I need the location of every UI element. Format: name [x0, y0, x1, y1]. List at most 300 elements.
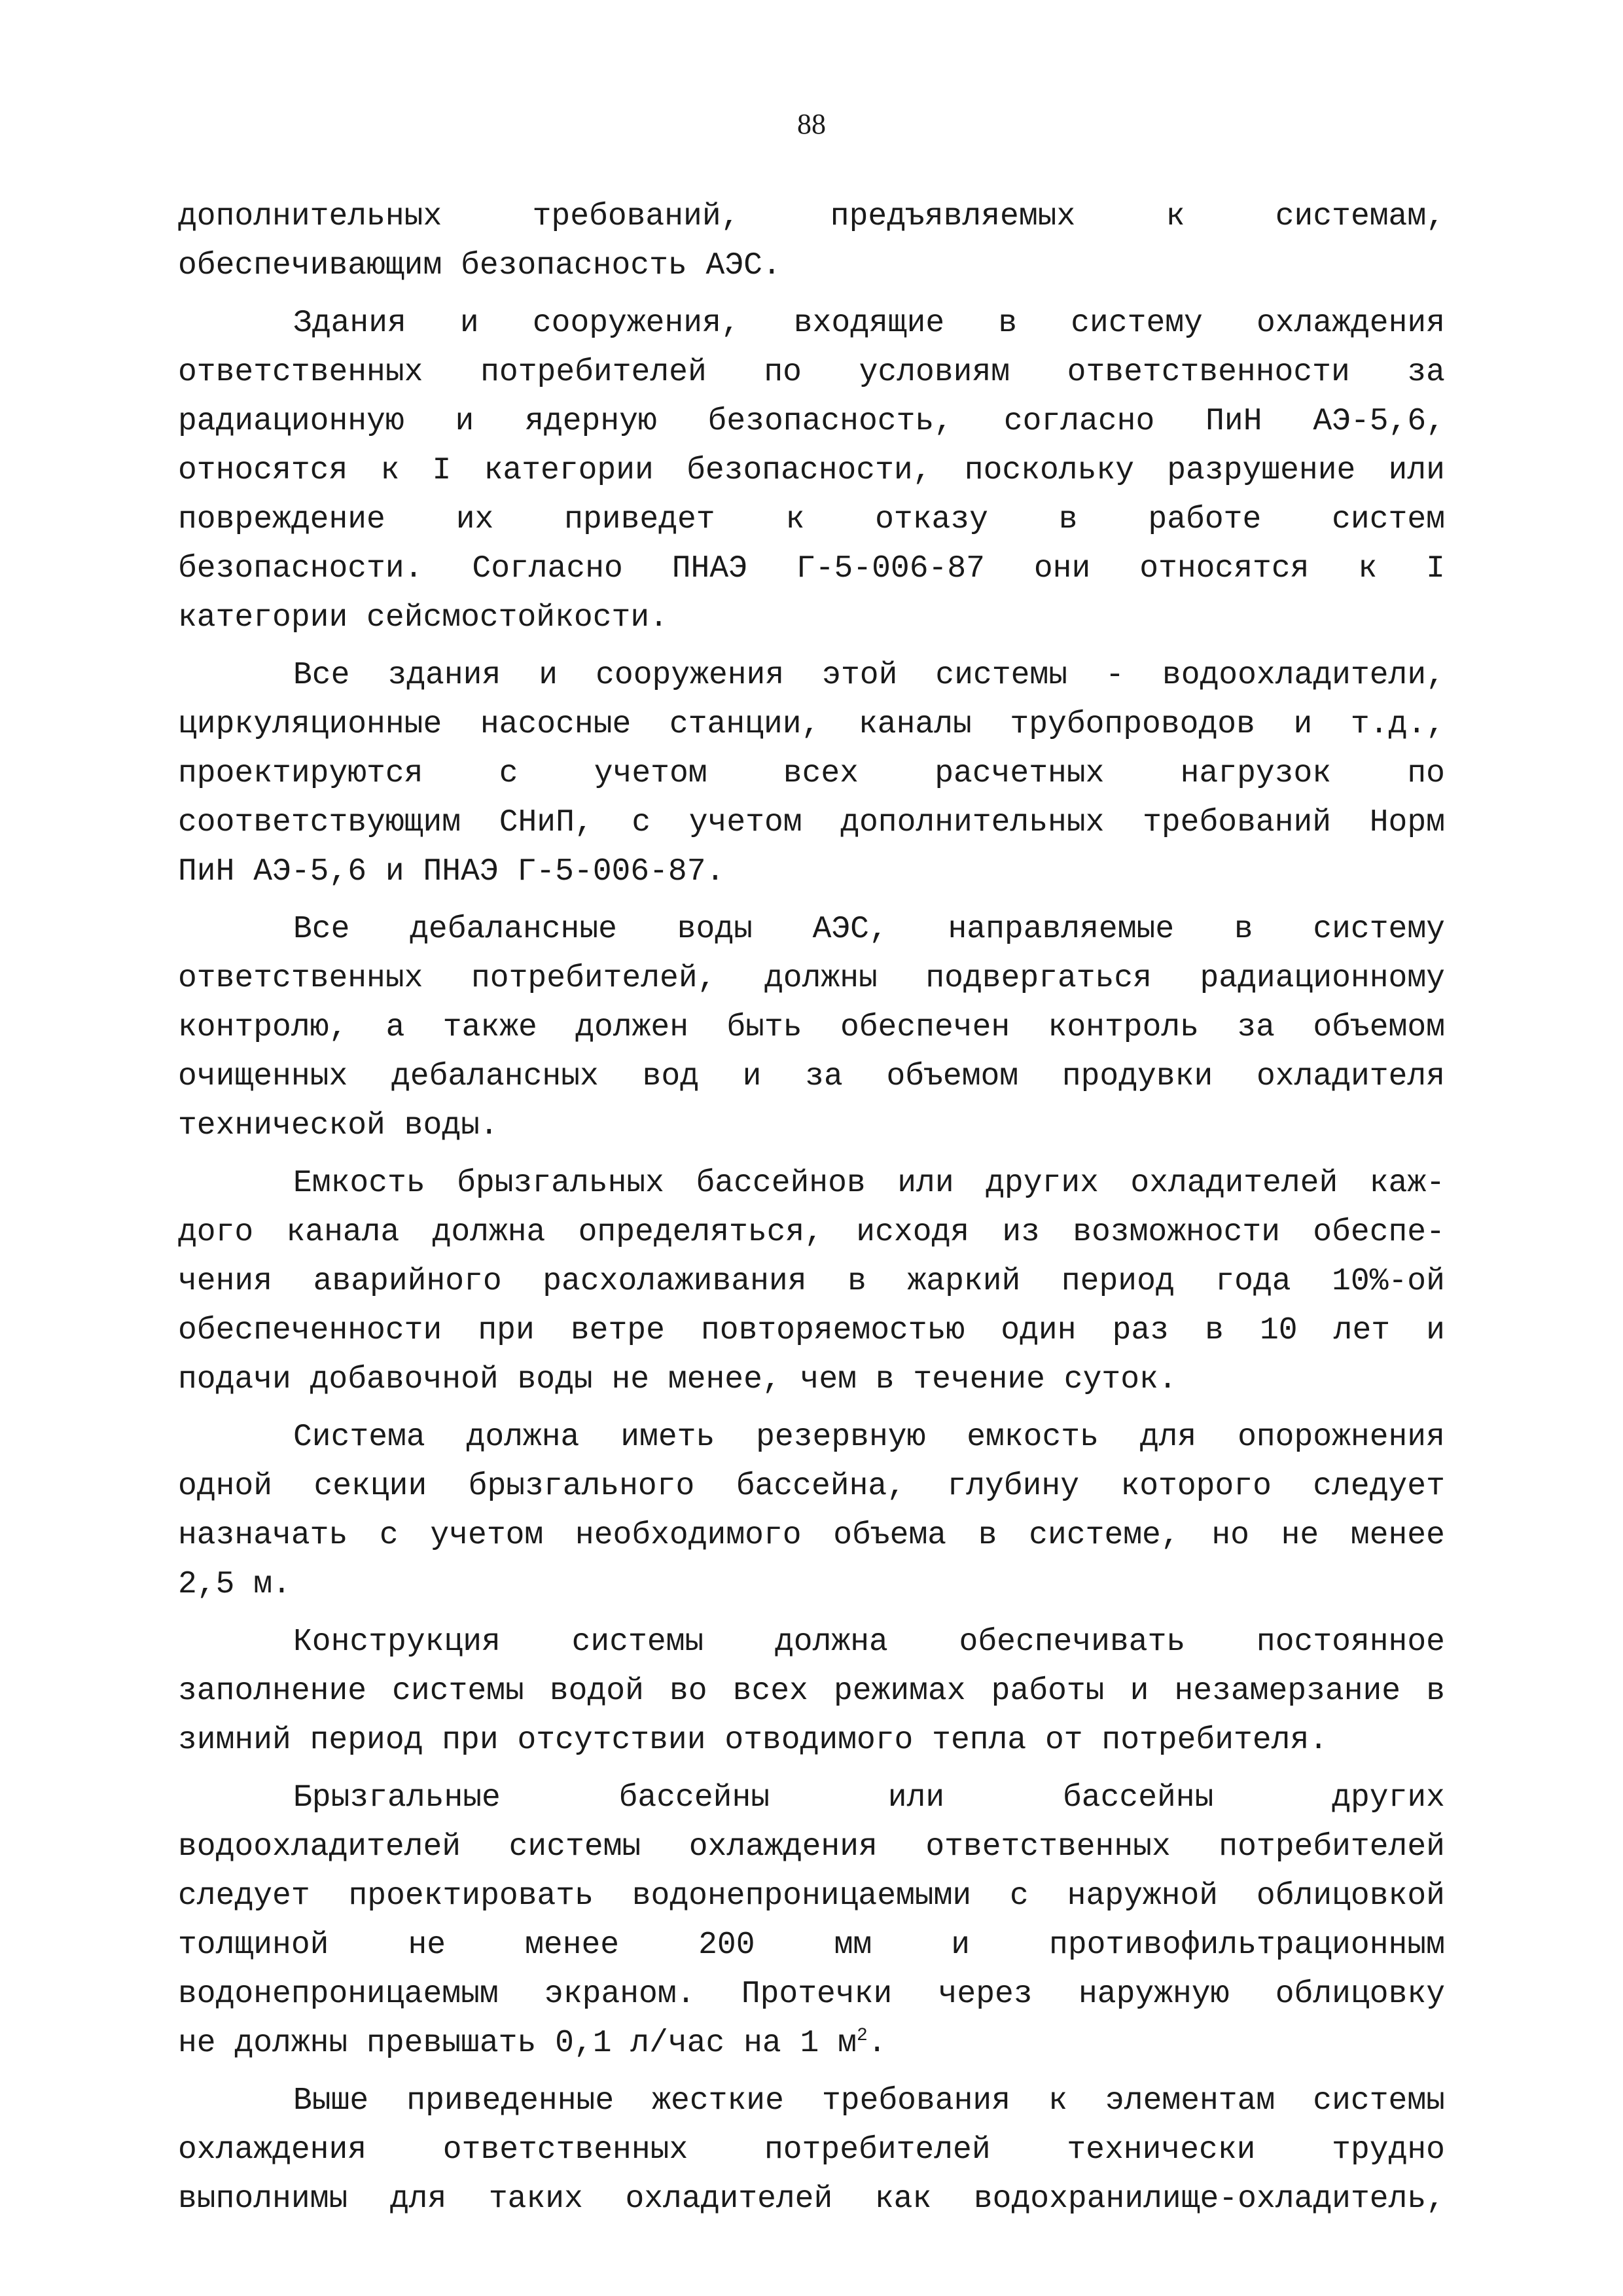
word: предъявляемых [830, 199, 1076, 234]
word: в [1205, 1313, 1224, 1348]
word: и [385, 854, 404, 889]
text-line [178, 2019, 1445, 2068]
word: и [1426, 1313, 1445, 1348]
word: бассейны [618, 1780, 770, 1816]
word: мм [834, 1928, 872, 1963]
word: безопасности, [687, 453, 932, 488]
word: в [875, 1362, 895, 1397]
word: по [1407, 756, 1445, 791]
word: но [1211, 1518, 1249, 1553]
word: соответствующим [178, 805, 461, 840]
text-line [178, 1208, 1445, 1257]
word: за [805, 1059, 843, 1094]
word: и [455, 404, 474, 439]
word: быть [726, 1010, 802, 1045]
word: обеспечен [840, 1010, 1010, 1045]
word: разрушение [1167, 453, 1356, 488]
word: с [1010, 1878, 1029, 1914]
word: системы [1313, 2083, 1445, 2119]
text-line [178, 749, 1445, 798]
text-line [178, 2077, 1445, 2126]
word: или [887, 1780, 945, 1816]
word: чения [178, 1264, 273, 1299]
word: подачи [178, 1362, 291, 1397]
word: всех [783, 756, 859, 791]
word: ядерную [525, 404, 657, 439]
word: опорожнения [1238, 1420, 1445, 1455]
word: на [743, 2026, 781, 2061]
word: станции, [669, 707, 821, 742]
word: воды. [404, 1108, 499, 1143]
word: выполнимы [178, 2181, 348, 2217]
word: в [978, 1518, 997, 1553]
word: емкость [967, 1420, 1099, 1455]
text-line [178, 1159, 1445, 1208]
word: через [938, 1977, 1033, 2012]
word: системы [571, 1624, 704, 1660]
word: Система [293, 1420, 425, 1455]
word: нагрузок [1180, 756, 1332, 791]
word: I [1426, 551, 1445, 586]
text-line [178, 594, 1445, 643]
word: потребителя. [1101, 1723, 1329, 1758]
word: жаркий [907, 1264, 1021, 1299]
word: других [986, 1166, 1099, 1201]
word: воды [517, 1362, 593, 1397]
word: очищенных [178, 1059, 348, 1094]
word: облицовку [1275, 1977, 1445, 2012]
word: подвергаться [925, 961, 1152, 996]
word: бассейна, [736, 1469, 906, 1504]
word: глубину [947, 1469, 1080, 1504]
word: и [1130, 1674, 1149, 1709]
superscript: 2 [856, 2026, 868, 2046]
word: учетом [594, 756, 707, 791]
text-line [178, 1921, 1445, 1970]
word: 2,5 [178, 1567, 235, 1602]
word: 10 [1259, 1313, 1298, 1348]
word: и [742, 1059, 762, 1094]
word: постоянное [1256, 1624, 1445, 1660]
word: охлаждения [178, 2132, 367, 2168]
word: Брызгальные [293, 1780, 501, 1816]
word: отказу [875, 502, 988, 537]
text-line [178, 1823, 1445, 1872]
word: толщиной [178, 1928, 329, 1963]
word: приведенные [406, 2083, 615, 2119]
word: охлаждения [1256, 306, 1445, 341]
word: для [389, 2181, 447, 2217]
word: обеспечивающим [178, 248, 442, 283]
word: циркуляционные [178, 707, 442, 742]
word: секции [313, 1469, 427, 1504]
word: которого [1120, 1469, 1272, 1504]
word: из [1002, 1215, 1040, 1250]
word: бассейнов [696, 1166, 866, 1201]
word: дебалансные [410, 912, 617, 947]
word: ответственных [178, 961, 423, 996]
word: дого [178, 1215, 254, 1250]
word: менее, [668, 1362, 781, 1397]
word: с [632, 805, 651, 840]
word: в [1058, 502, 1078, 537]
word: зимний [178, 1723, 291, 1758]
word: резервную [756, 1420, 926, 1455]
word: радиационную [178, 404, 404, 439]
word: в [1426, 1674, 1445, 1709]
word: должна [774, 1624, 888, 1660]
word: повторяемостью [700, 1313, 965, 1348]
word: не [178, 2026, 216, 2061]
text-line [178, 397, 1445, 446]
word: жесткие [652, 2083, 784, 2119]
word: Протечки [741, 1977, 893, 2012]
word: условиям [859, 355, 1010, 390]
word: дополнительных [178, 199, 442, 234]
word: ПНАЭ [671, 551, 747, 586]
word: контролю, [178, 1010, 348, 1045]
word: требований, [532, 199, 740, 234]
text-line [178, 545, 1445, 594]
word: должны [234, 2026, 348, 2061]
text-line [178, 192, 1445, 242]
word: м. [253, 1567, 291, 1602]
word: не [1281, 1518, 1319, 1553]
word: учетом [688, 805, 802, 840]
word: системы [508, 1829, 641, 1865]
word: вод [642, 1059, 699, 1094]
word: и [1293, 707, 1313, 742]
word: должна [432, 1215, 546, 1250]
word: согласно [1003, 404, 1155, 439]
word: экраном. [544, 1977, 696, 2012]
word: работы [991, 1674, 1105, 1709]
word: от [1044, 1723, 1083, 1758]
word: систему [1313, 912, 1445, 947]
word: безопасность, [707, 404, 954, 439]
word: назначать [178, 1518, 348, 1553]
word: каж- [1369, 1166, 1445, 1201]
text-line [178, 651, 1445, 700]
word: за [1237, 1010, 1275, 1045]
word: канала [286, 1215, 400, 1250]
word: продувки [1061, 1059, 1213, 1094]
word: также [442, 1010, 537, 1045]
word: в [998, 306, 1018, 341]
word: безопасность [461, 248, 687, 283]
word: безопасности. [178, 551, 423, 586]
text-line [178, 1462, 1445, 1511]
word: следует [1313, 1469, 1445, 1504]
word: АЭ-5,6, [1313, 404, 1445, 439]
word: Норм [1369, 805, 1445, 840]
word: Согласно [472, 551, 623, 586]
word: 0,1 [555, 2026, 612, 2061]
word: категории [178, 600, 348, 636]
word: ПиН [1205, 404, 1262, 439]
word: или [897, 1166, 954, 1201]
word: с [379, 1518, 399, 1553]
word: должна [466, 1420, 580, 1455]
word: таких [488, 2181, 583, 2217]
word: и [951, 1928, 970, 1963]
word: тепла [932, 1723, 1027, 1758]
word: водоохладители, [1162, 658, 1445, 693]
word: обеспеченности [178, 1313, 442, 1348]
word: требований [1143, 805, 1332, 840]
paragraph [178, 905, 1445, 1151]
word: ветре [570, 1313, 665, 1348]
word: других [1332, 1780, 1445, 1816]
word: контроль [1048, 1010, 1199, 1045]
word: Г-5-006-87 [796, 551, 985, 586]
word: объемом [886, 1059, 1019, 1094]
word: за [1407, 355, 1445, 390]
text-line [178, 905, 1445, 954]
text-line [178, 242, 1445, 291]
word: противофильтрационным [1049, 1928, 1445, 1963]
word: учетом [430, 1518, 544, 1553]
word: бассейны [1062, 1780, 1214, 1816]
word: дебалансных [391, 1059, 599, 1094]
paragraph [178, 2077, 1445, 2224]
word: водоохладителей [178, 1829, 461, 1865]
word: охладителей [625, 2181, 833, 2217]
word: или [1388, 453, 1445, 488]
word: системе, [1029, 1518, 1180, 1553]
word: раз [1112, 1313, 1169, 1348]
word: объема [833, 1518, 947, 1553]
word: необходимого [575, 1518, 802, 1553]
word: лет [1333, 1313, 1391, 1348]
word: насосные [480, 707, 632, 742]
word: водонепроницаемыми [632, 1878, 972, 1914]
word: во [669, 1674, 707, 1709]
word: для [1139, 1420, 1197, 1455]
word: к [1048, 2083, 1067, 2119]
word: по [764, 355, 802, 390]
word: Емкость [293, 1166, 425, 1201]
word: определяться, [578, 1215, 824, 1250]
word: заполнение [178, 1674, 367, 1709]
word: года [1215, 1264, 1291, 1299]
word: каналы [858, 707, 972, 742]
word: должны [764, 961, 878, 996]
word: требования [821, 2083, 1010, 2119]
word: с [499, 756, 518, 791]
word: аварийного [313, 1264, 502, 1299]
word: превышать [366, 2026, 537, 2061]
word: ПНАЭ [423, 854, 499, 889]
word: ответственных [925, 1829, 1171, 1865]
word: охладителей [1130, 1166, 1338, 1201]
text-line [178, 1872, 1445, 1921]
word: входящие [793, 306, 945, 341]
word: Выше [293, 2083, 369, 2119]
text-line [178, 1511, 1445, 1560]
word: менее [525, 1928, 620, 1963]
word: ПиН [178, 854, 235, 889]
page-number: 88 [797, 108, 826, 140]
word: относятся [1139, 551, 1310, 586]
word: к [1358, 551, 1378, 586]
word: обеспе- [1313, 1215, 1445, 1250]
word: потребителей [764, 2132, 991, 2168]
word: одной [178, 1469, 273, 1504]
word: при [478, 1313, 535, 1348]
word: охладителя [1256, 1059, 1445, 1094]
text-line [178, 299, 1445, 348]
word: к [380, 453, 400, 488]
word: суток. [1063, 1362, 1177, 1397]
word: течение [913, 1362, 1045, 1397]
word: 10%-ой [1332, 1264, 1445, 1299]
word: расчетных [935, 756, 1105, 791]
word: поскольку [964, 453, 1135, 488]
word: Здания [293, 306, 406, 341]
text-line [178, 798, 1445, 848]
word: воды [677, 912, 753, 947]
word: потребителей, [471, 961, 717, 996]
text-line [178, 1257, 1445, 1306]
word: чем [800, 1362, 857, 1397]
word: к [785, 502, 805, 537]
text-line [178, 446, 1445, 495]
paragraph [178, 651, 1445, 897]
word: водохранилище-охладитель, [973, 2181, 1445, 2217]
word: водой [549, 1674, 644, 1709]
word: сейсмостойкости. [366, 600, 668, 636]
word: как [874, 2181, 932, 2217]
word: Г-5-006-87. [517, 854, 725, 889]
word: категории [484, 453, 654, 488]
text-line [178, 700, 1445, 749]
word: всех [732, 1674, 808, 1709]
text-line [178, 1774, 1445, 1823]
paragraph [178, 299, 1445, 643]
word: системы [935, 658, 1068, 693]
word: АЭ-5,6 [253, 854, 367, 889]
text-line [178, 1052, 1445, 1102]
paragraph [178, 192, 1445, 291]
word: относятся [178, 453, 348, 488]
word: дополнительных [840, 805, 1105, 840]
word: и [539, 658, 558, 693]
word: охлаждения [688, 1829, 878, 1865]
word: $м^2$. [838, 2026, 887, 2061]
word: в [847, 1264, 866, 1299]
word: СНиП, [499, 805, 594, 840]
word: период [310, 1723, 423, 1758]
word: Все [293, 912, 350, 947]
word: трудно [1332, 2132, 1445, 2168]
word: наружную [1078, 1977, 1230, 2012]
word: ответственных [178, 355, 423, 390]
word: водонепроницаемым [178, 1977, 499, 2012]
word: здания [387, 658, 501, 693]
word: ответственных [442, 2132, 688, 2168]
text-line [178, 1970, 1445, 2019]
paragraph [178, 1618, 1445, 1765]
word: 200 [698, 1928, 755, 1963]
paragraph [178, 1413, 1445, 1609]
word: должен [575, 1010, 688, 1045]
word: отсутствии [517, 1723, 706, 1758]
word: этой [822, 658, 898, 693]
word: брызгальных [457, 1166, 664, 1201]
word: приведет [564, 502, 715, 537]
body-text [178, 192, 1445, 2224]
word: радиационному [1200, 961, 1445, 996]
paragraph [178, 1159, 1445, 1405]
text-line [178, 1618, 1445, 1667]
word: 1 [800, 2026, 819, 2061]
word: объемом [1313, 1010, 1445, 1045]
text-line [178, 954, 1445, 1003]
word: т.д., [1350, 707, 1445, 742]
word: режимах [833, 1674, 966, 1709]
word: направляемые [948, 912, 1175, 947]
word: системы [392, 1674, 524, 1709]
word: АЭС, [812, 912, 888, 947]
paragraph [178, 1774, 1445, 2068]
word: систем [1332, 502, 1445, 537]
word: менее [1350, 1518, 1445, 1553]
word: трубопроводов [1010, 707, 1255, 742]
word: иметь [620, 1420, 715, 1455]
word: период [1061, 1264, 1175, 1299]
text-line [178, 848, 1445, 897]
word: облицовкой [1256, 1878, 1445, 1914]
text-line [178, 495, 1445, 545]
word: обеспечивать [959, 1624, 1186, 1660]
text-line [178, 2175, 1445, 2224]
word: следует [178, 1878, 310, 1914]
word: расхолаживания [543, 1264, 807, 1299]
word: потребителей [1219, 1829, 1445, 1865]
word: Конструкция [293, 1624, 501, 1660]
word: проектируются [178, 756, 423, 791]
word: технически [1067, 2132, 1256, 2168]
word: сооружения, [532, 306, 740, 341]
word: добавочной [310, 1362, 499, 1397]
word: брызгального [468, 1469, 695, 1504]
word: потребителей [480, 355, 707, 390]
word: элементам [1105, 2083, 1275, 2119]
word: исходя [856, 1215, 970, 1250]
word: не [408, 1928, 446, 1963]
text-line [178, 1560, 1445, 1609]
word: а [385, 1010, 405, 1045]
word: не [611, 1362, 650, 1397]
word: возможности [1073, 1215, 1281, 1250]
word: наружной [1067, 1878, 1219, 1914]
word: незамерзание [1174, 1674, 1401, 1709]
text-line [178, 348, 1445, 397]
word: их [455, 502, 494, 537]
word: ответственности [1067, 355, 1350, 390]
word: л/час [630, 2026, 725, 2061]
word: системам, [1275, 199, 1445, 234]
text-line [178, 1306, 1445, 1355]
text-line [178, 2126, 1445, 2175]
text-line [178, 1003, 1445, 1052]
word: они [1033, 551, 1091, 586]
text-line [178, 1355, 1445, 1405]
text-line [178, 1413, 1445, 1462]
word: работе [1148, 502, 1262, 537]
word: систему [1071, 306, 1203, 341]
